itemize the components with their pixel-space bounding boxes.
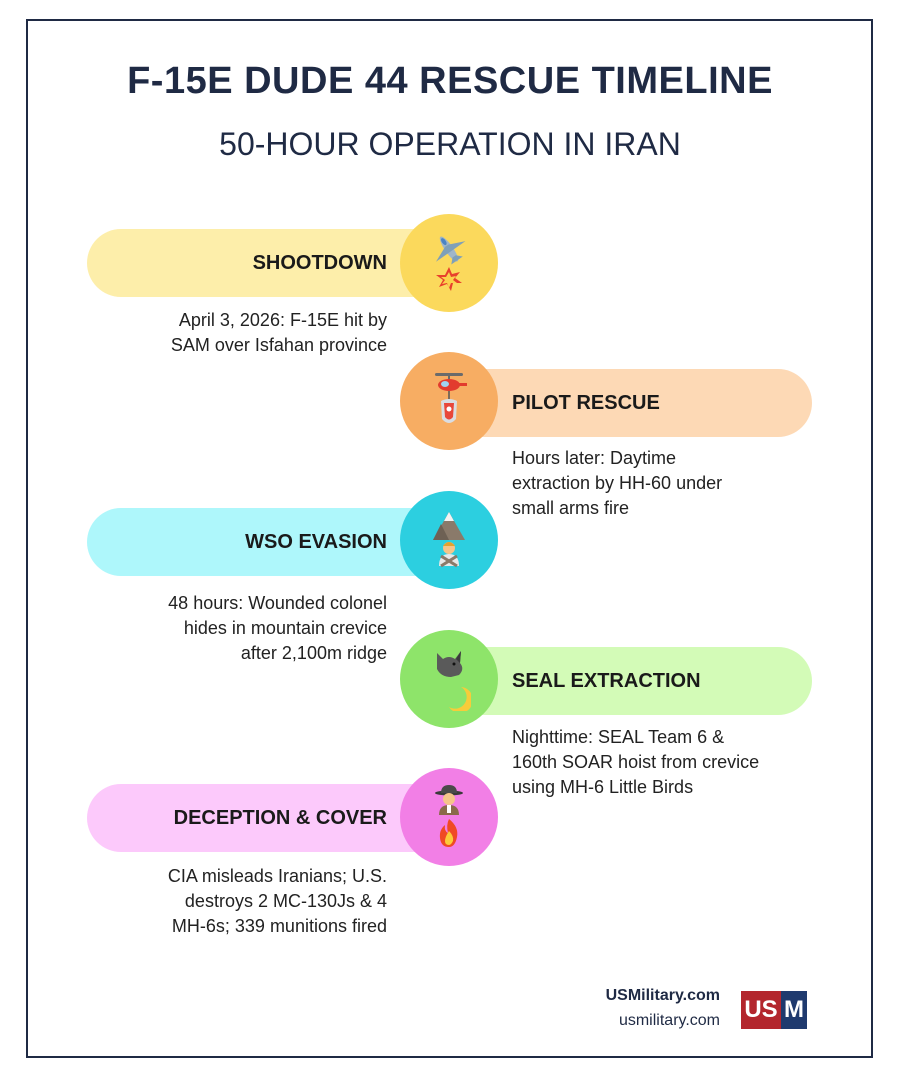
desc-line: Hours later: Daytime — [512, 448, 677, 468]
wolf-moon-icon — [427, 647, 471, 711]
mountain-person-icon — [427, 510, 471, 570]
desc-line: after 2,100m ridge — [240, 643, 387, 663]
desc-line: hides in mountain crevice — [183, 618, 387, 638]
event-pill-deception-cover — [87, 784, 447, 852]
event-pill-seal-extraction — [450, 647, 812, 715]
brand-url[interactable]: usmilitary.com — [618, 1012, 720, 1029]
page-title: F-15E DUDE 44 RESCUE TIMELINE — [127, 60, 773, 102]
event-circle-shootdown — [400, 214, 498, 312]
desc-line: April 3, 2026: F-15E hit by — [178, 310, 387, 330]
jet-explosion-icon — [427, 233, 471, 293]
event-pill-wso-evasion — [87, 508, 447, 576]
helicopter-icon — [427, 371, 471, 431]
event-circle-deception-cover — [400, 768, 498, 866]
desc-line: SAM over Isfahan province — [170, 335, 387, 355]
event-label: DECEPTION & COVER — [173, 806, 387, 829]
event-circle-wso-evasion — [400, 491, 498, 589]
desc-line: destroys 2 MC-130Js & 4 — [184, 891, 387, 911]
event-desc-pilot-rescue — [512, 446, 812, 521]
event-desc-deception-cover — [110, 864, 387, 939]
spy-fire-icon — [427, 785, 471, 849]
page-subtitle: 50-HOUR OPERATION IN IRAN — [219, 126, 681, 162]
usm-logo — [741, 991, 807, 1029]
event-label: SEAL EXTRACTION — [512, 669, 701, 692]
event-pill-pilot-rescue — [450, 369, 812, 437]
event-desc-wso-evasion — [110, 591, 387, 666]
desc-line: small arms fire — [512, 498, 630, 518]
desc-line: 160th SOAR hoist from crevice — [512, 752, 760, 772]
event-label: SHOOTDOWN — [252, 251, 387, 274]
desc-line: MH-6s; 339 munitions fired — [171, 916, 387, 936]
event-desc-seal-extraction — [512, 725, 812, 800]
event-circle-seal-extraction — [400, 630, 498, 728]
desc-line: extraction by HH-60 under — [512, 473, 723, 493]
event-pill-shootdown — [87, 229, 447, 297]
logo-us-text: US — [744, 996, 778, 1023]
event-label: WSO EVASION — [245, 530, 387, 553]
event-desc-shootdown — [110, 308, 387, 358]
desc-line: 48 hours: Wounded colonel — [168, 593, 387, 613]
brand-name: USMilitary.com — [605, 987, 720, 1004]
desc-line: Nighttime: SEAL Team 6 & — [512, 727, 725, 747]
event-label: PILOT RESCUE — [512, 391, 660, 414]
event-circle-pilot-rescue — [400, 352, 498, 450]
desc-line: using MH-6 Little Birds — [512, 777, 694, 797]
desc-line: CIA misleads Iranians; U.S. — [167, 866, 387, 886]
logo-m-text: M — [781, 991, 807, 1029]
